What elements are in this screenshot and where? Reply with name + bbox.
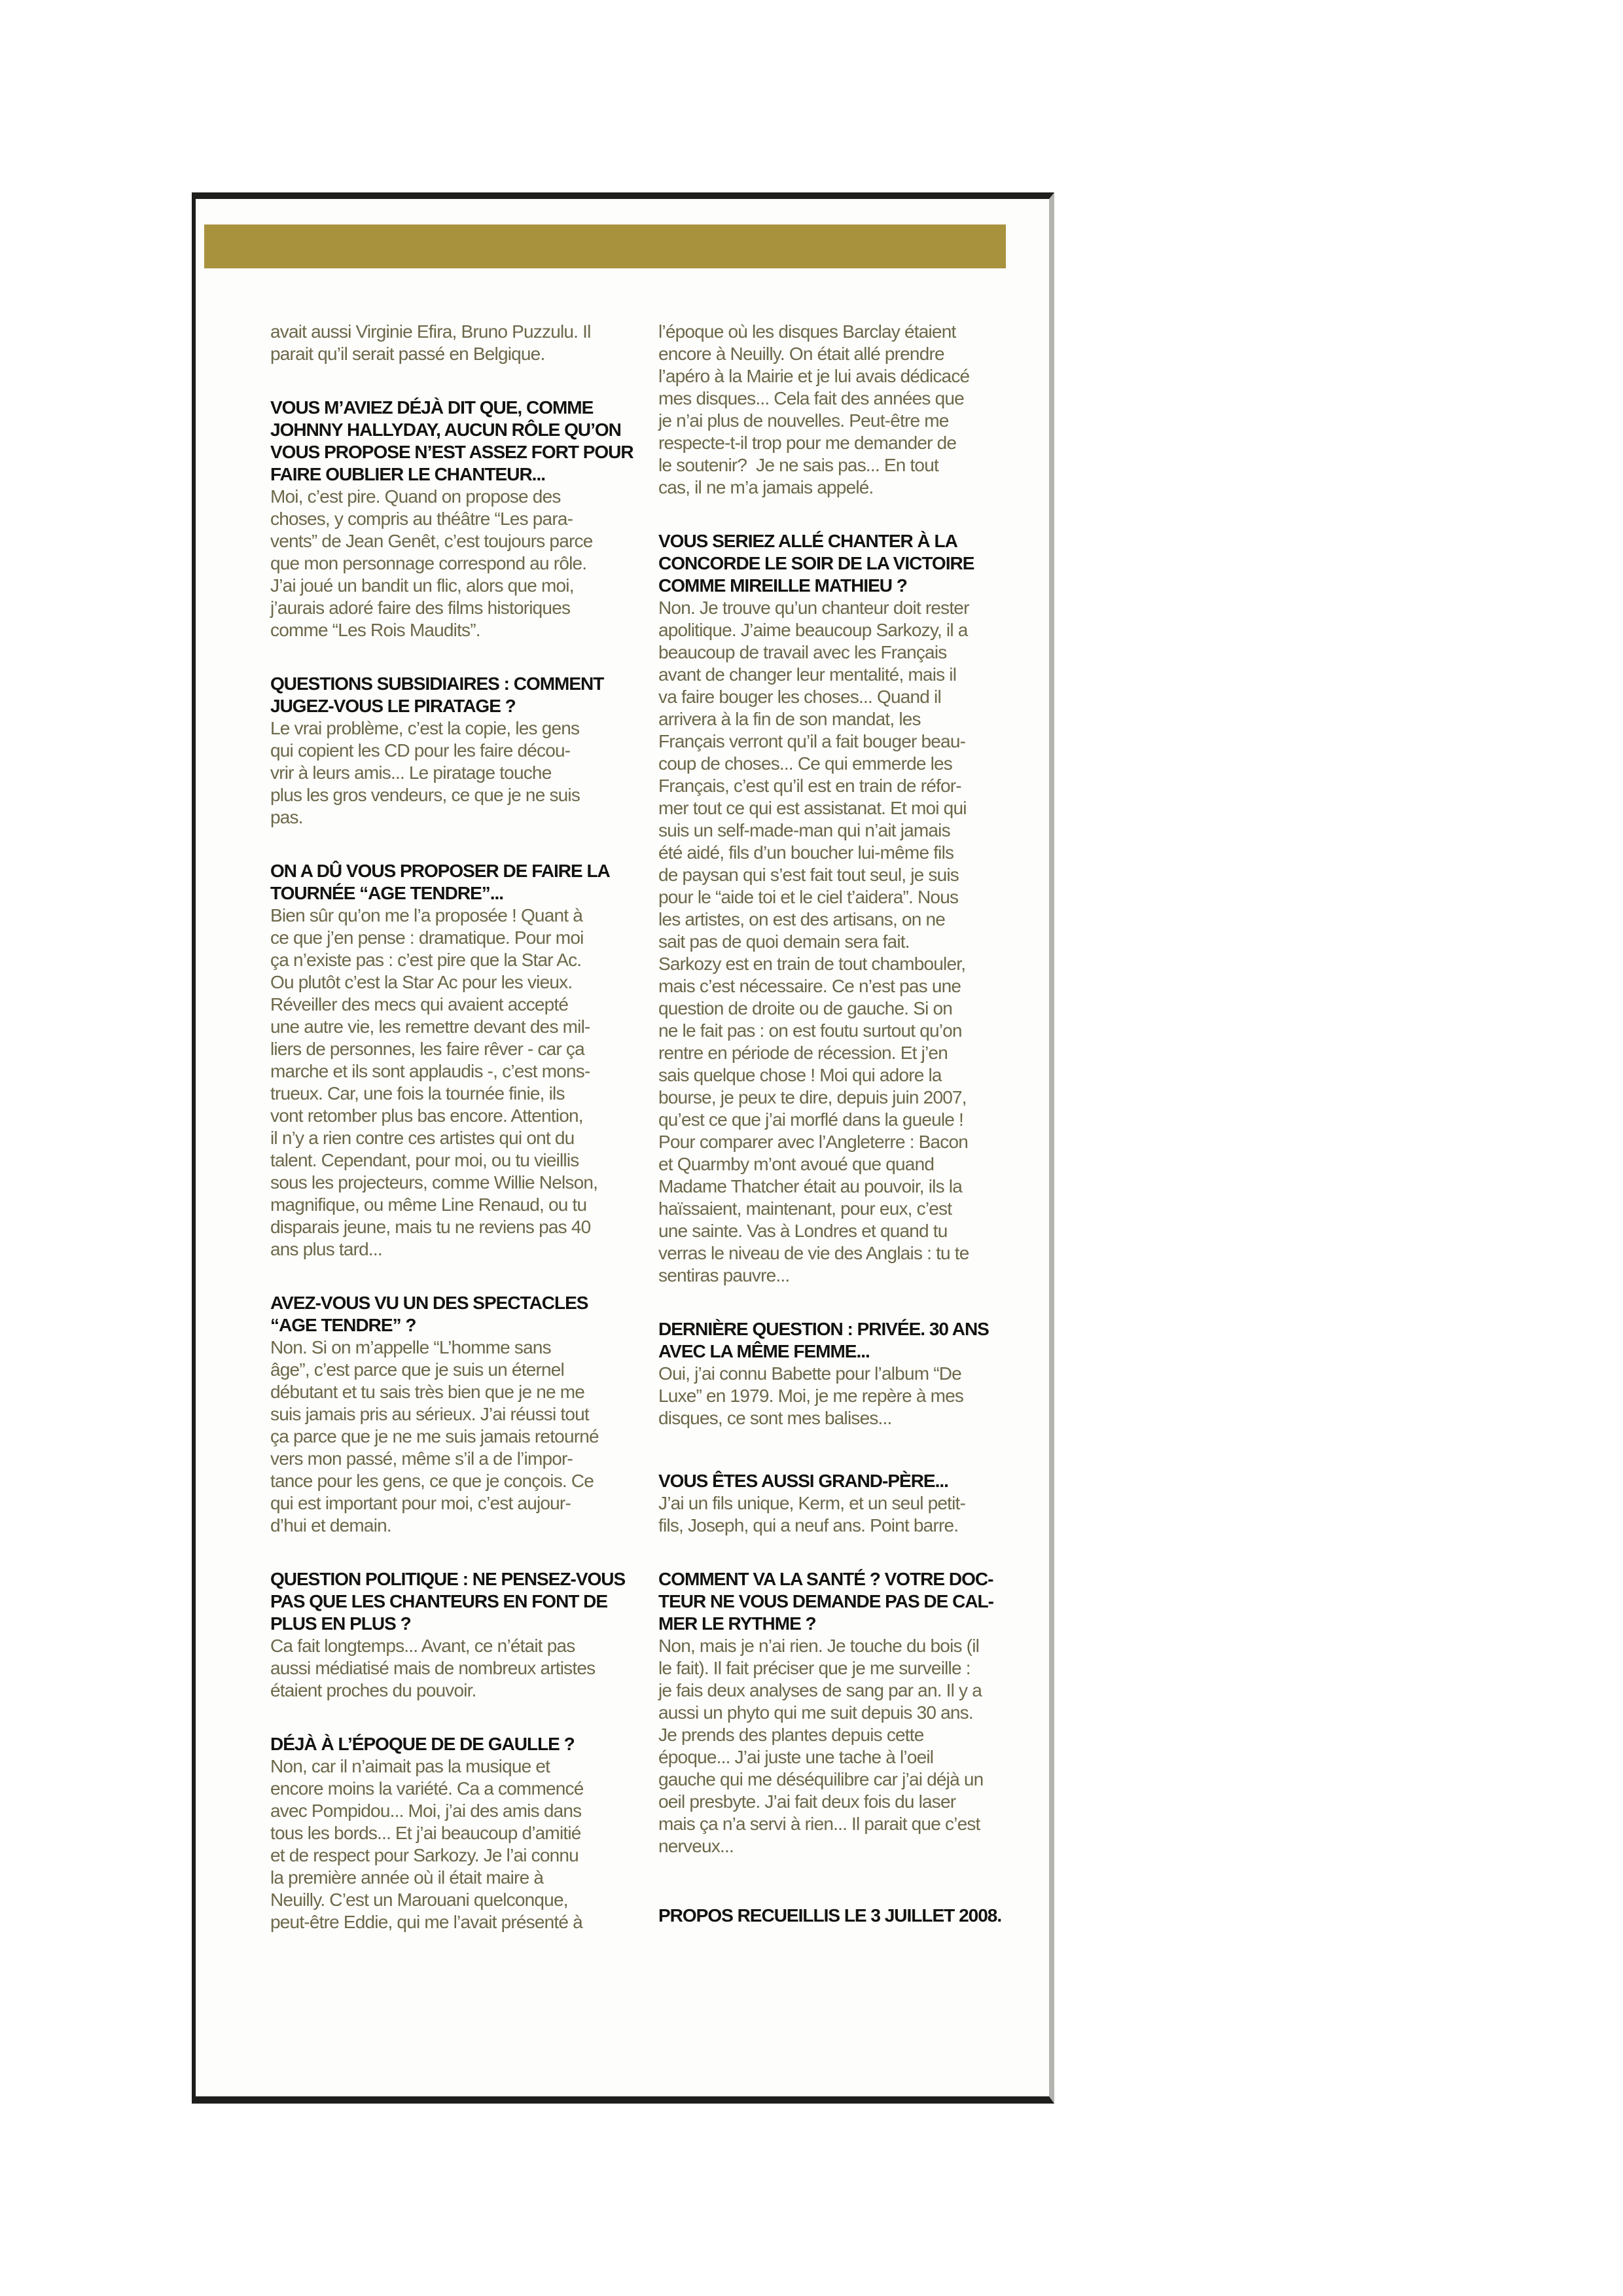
- text-line: JOHNNY HALLYDAY, AUCUN RÔLE QU’ON: [270, 420, 621, 440]
- text-line: J’ai un fils unique, Kerm, et un seul petit-: [658, 1493, 966, 1513]
- text-line: magnifique, ou même Line Renaud, ou tu: [270, 1194, 587, 1215]
- text-line: et de respect pour Sarkozy. Je l’ai connu: [270, 1845, 579, 1865]
- text-line: Français, c’est qu’il est en train de réfor-: [658, 776, 961, 796]
- interview-question: [270, 860, 627, 905]
- text-line: QUESTIONS SUBSIDIAIRES : COMMENT: [270, 673, 604, 694]
- text-line: suis un self-made-man qui n’ait jamais: [658, 820, 950, 840]
- text-line: avec Pompidou... Moi, j’ai des amis dans: [270, 1801, 582, 1821]
- text-line: Ca fait longtemps... Avant, ce n’était pas: [270, 1636, 575, 1656]
- text-line: coup de choses... Ce qui emmerde les: [658, 753, 953, 774]
- text-line: ON A DÛ VOUS PROPOSER DE FAIRE LA: [270, 861, 610, 881]
- interview-question: [270, 1733, 627, 1755]
- text-line: Non. Si on m’appelle “L’homme sans: [270, 1337, 551, 1357]
- text-line: l’apéro à la Mairie et je lui avais dédicacé: [658, 366, 970, 386]
- text-line: VOUS ÊTES AUSSI GRAND-PÈRE...: [658, 1471, 948, 1491]
- text-line: avant de changer leur mentalité, mais il: [658, 664, 957, 685]
- text-line: oeil presbyte. J’ai fait deux fois du laser: [658, 1791, 956, 1812]
- text-line: VOUS SERIEZ ALLÉ CHANTER À LA: [658, 531, 957, 551]
- interview-question: [270, 1292, 627, 1336]
- article-column-right: [658, 321, 1015, 1933]
- text-line: parait qu’il serait passé en Belgique.: [270, 344, 545, 364]
- text-line: liers de personnes, les faire rêver - car ça: [270, 1039, 584, 1059]
- interview-answer: [270, 1635, 627, 1702]
- text-line: j’aurais adoré faire des films historiques: [270, 598, 571, 618]
- text-line: une autre vie, les remettre devant des mil-: [270, 1016, 590, 1037]
- text-line: gauche qui me déséquilibre car j’ai déjà un: [658, 1769, 984, 1789]
- text-line: étaient proches du pouvoir.: [270, 1680, 476, 1700]
- text-line: MER LE RYTHME ?: [658, 1613, 816, 1634]
- text-line: comme “Les Rois Maudits”.: [270, 620, 480, 640]
- text-line: AVEZ-VOUS VU UN DES SPECTACLES: [270, 1293, 588, 1313]
- text-line: Luxe” en 1979. Moi, je me repère à mes: [658, 1386, 964, 1406]
- text-line: été aidé, fils d’un boucher lui-même fils: [658, 842, 954, 863]
- text-line: Oui, j’ai connu Babette pour l’album “De: [658, 1363, 961, 1384]
- interview-question: [270, 673, 627, 717]
- interview-answer: [658, 1492, 1015, 1537]
- text-line: Ou plutôt c’est la Star Ac pour les vieux.: [270, 972, 573, 992]
- text-line: il n’y a rien contre ces artistes qui ont du: [270, 1128, 575, 1148]
- interview-answer: [270, 321, 627, 365]
- text-line: encore à Neuilly. On était allé prendre: [658, 344, 944, 364]
- interview-answer: [270, 717, 627, 829]
- text-line: époque... J’ai juste une tache à l’oeil: [658, 1747, 934, 1767]
- text-line: je n’ai plus de nouvelles. Peut-être me: [658, 410, 949, 431]
- text-line: fils, Joseph, qui a neuf ans. Point barre.: [658, 1515, 959, 1535]
- interview-answer: [270, 1336, 627, 1537]
- text-line: verras le niveau de vie des Anglais : tu te: [658, 1243, 969, 1263]
- interview-answer: [658, 597, 1015, 1287]
- text-line: Je prends des plantes depuis cette: [658, 1725, 924, 1745]
- text-line: ça n’existe pas : c’est pire que la Star Ac.: [270, 950, 582, 970]
- text-line: beaucoup de travail avec les Français: [658, 642, 947, 662]
- text-line: Neuilly. C’est un Marouani quelconque,: [270, 1890, 568, 1910]
- text-line: cas, il ne m’a jamais appelé.: [658, 477, 874, 497]
- text-line: disques, ce sont mes balises...: [658, 1408, 892, 1428]
- text-line: TOURNÉE “AGE TENDRE”...: [270, 883, 504, 903]
- text-line: tous les bords... Et j’ai beaucoup d’amitié: [270, 1823, 581, 1843]
- text-line: marche et ils sont applaudis -, c’est mons-: [270, 1061, 590, 1081]
- text-line: sous les projecteurs, comme Willie Nelson,: [270, 1172, 598, 1193]
- text-line: JUGEZ-VOUS LE PIRATAGE ?: [270, 696, 516, 716]
- interview-question: [658, 1568, 1015, 1635]
- text-line: sais quelque chose ! Moi qui adore la: [658, 1065, 942, 1085]
- article-columns: [270, 321, 1015, 1933]
- text-line: les artistes, on est des artisans, on ne: [658, 909, 946, 929]
- text-line: mais c’est nécessaire. Ce n’est pas une: [658, 976, 961, 996]
- interview-question: [658, 1318, 1015, 1363]
- text-line: ne le fait pas : on est foutu surtout qu’on: [658, 1020, 962, 1041]
- text-line: bourse, je peux te dire, depuis juin 2007,: [658, 1087, 967, 1107]
- text-line: plus les gros vendeurs, ce que je ne suis: [270, 785, 580, 805]
- gold-header-bar: [204, 224, 1006, 268]
- text-line: encore moins la variété. Ca a commencé: [270, 1778, 584, 1799]
- text-line: débutant et tu sais très bien que je ne me: [270, 1382, 585, 1402]
- text-line: aussi médiatisé mais de nombreux artistes: [270, 1658, 596, 1678]
- text-line: talent. Cependant, pour moi, ou tu vieillis: [270, 1150, 579, 1170]
- text-line: COMME MIREILLE MATHIEU ?: [658, 575, 907, 596]
- text-line: avait aussi Virginie Efira, Bruno Puzzulu. Il: [270, 321, 591, 342]
- text-line: qui copient les CD pour les faire décou-: [270, 740, 571, 761]
- text-line: DÉJÀ À L’ÉPOQUE DE DE GAULLE ?: [270, 1734, 575, 1754]
- interview-question: [270, 397, 633, 486]
- interview-answer: [270, 1755, 627, 1933]
- text-line: Le vrai problème, c’est la copie, les gens: [270, 718, 580, 738]
- text-line: Pour comparer avec l’Angleterre : Bacon: [658, 1132, 969, 1152]
- text-line: “AGE TENDRE” ?: [270, 1315, 416, 1335]
- interview-answer: [658, 1635, 1015, 1857]
- text-line: PROPOS RECUEILLIS LE 3 JUILLET 2008.: [658, 1905, 1002, 1926]
- text-line: mais ça n’a servi à rien... Il parait que c’est: [658, 1814, 980, 1834]
- interview-question: [658, 1470, 1015, 1492]
- text-line: haïssaient, maintenant, pour eux, c’est: [658, 1198, 952, 1219]
- text-line: VOUS PROPOSE N’EST ASSEZ FORT POUR: [270, 442, 633, 462]
- interview-question: [270, 1568, 627, 1635]
- text-line: pas.: [270, 807, 303, 827]
- text-line: pour le “aide toi et le ciel t’aidera”. Nous: [658, 887, 959, 907]
- text-line: de paysan qui s’est fait tout seul, je suis: [658, 865, 959, 885]
- text-line: arrivera à la fin de son mandat, les: [658, 709, 921, 729]
- text-line: que mon personnage correspond au rôle.: [270, 553, 587, 573]
- text-line: Français verront qu’il a fait bouger beau-: [658, 731, 966, 751]
- text-line: nerveux...: [658, 1836, 734, 1856]
- interview-answer: [658, 321, 1015, 499]
- text-line: PAS QUE LES CHANTEURS EN FONT DE: [270, 1591, 608, 1611]
- text-line: le fait). Il fait préciser que je me surveille :: [658, 1658, 971, 1678]
- magazine-page: [192, 192, 1054, 2104]
- text-line: l’époque où les disques Barclay étaient: [658, 321, 956, 342]
- text-line: Non, mais je n’ai rien. Je touche du bois (il: [658, 1636, 980, 1656]
- interview-answer: [658, 1363, 1015, 1429]
- interview-answer: [270, 486, 627, 641]
- text-line: Moi, c’est pire. Quand on propose des: [270, 486, 561, 507]
- text-line: FAIRE OUBLIER LE CHANTEUR...: [270, 464, 546, 484]
- text-line: rentre en période de récession. Et j’en: [658, 1043, 948, 1063]
- text-line: choses, y compris au théâtre “Les para-: [270, 509, 573, 529]
- text-line: DERNIÈRE QUESTION : PRIVÉE. 30 ANS: [658, 1319, 989, 1339]
- text-line: trueux. Car, une fois la tournée finie, ils: [270, 1083, 565, 1103]
- text-line: peut-être Eddie, qui me l’avait présenté à: [270, 1912, 582, 1932]
- text-line: ans plus tard...: [270, 1239, 382, 1259]
- interview-answer: [270, 905, 627, 1261]
- text-line: respecte-t-il trop pour me demander de: [658, 433, 957, 453]
- text-line: QUESTION POLITIQUE : NE PENSEZ-VOUS: [270, 1569, 626, 1589]
- text-line: disparais jeune, mais tu ne reviens pas 40: [270, 1217, 591, 1237]
- text-line: Madame Thatcher était au pouvoir, ils la: [658, 1176, 962, 1196]
- signoff-line: [658, 1905, 1015, 1927]
- text-line: tance pour les gens, ce que je conçois. Ce: [270, 1471, 594, 1491]
- text-line: âge”, c’est parce que je suis un éternel: [270, 1359, 564, 1380]
- text-line: Bien sûr qu’on me l’a proposée ! Quant à: [270, 905, 582, 925]
- text-line: qui est important pour moi, c’est aujour-: [270, 1493, 571, 1513]
- text-line: ce que j’en pense : dramatique. Pour moi: [270, 927, 584, 948]
- text-line: Non, car il n’aimait pas la musique et: [270, 1756, 550, 1776]
- text-line: sait pas de quoi demain sera fait.: [658, 931, 910, 952]
- text-line: aussi un phyto qui me suit depuis 30 ans.: [658, 1702, 973, 1723]
- text-line: AVEC LA MÊME FEMME...: [658, 1341, 870, 1361]
- text-line: mes disques... Cela fait des années que: [658, 388, 964, 408]
- text-line: COMMENT VA LA SANTÉ ? VOTRE DOC-: [658, 1569, 993, 1589]
- text-line: Non. Je trouve qu’un chanteur doit rester: [658, 598, 969, 618]
- text-line: la première année où il était maire à: [270, 1867, 544, 1888]
- text-line: sentiras pauvre...: [658, 1265, 790, 1285]
- text-line: qu’est ce que j’ai morflé dans la gueule !: [658, 1109, 964, 1130]
- text-line: TEUR NE VOUS DEMANDE PAS DE CAL-: [658, 1591, 993, 1611]
- text-line: vrir à leurs amis... Le piratage touche: [270, 762, 552, 783]
- text-line: vers mon passé, même s’il a de l’impor-: [270, 1448, 573, 1469]
- text-line: Réveiller des mecs qui avaient accepté: [270, 994, 569, 1014]
- text-line: vents” de Jean Genêt, c’est toujours parce: [270, 531, 593, 551]
- text-line: suis jamais pris au sérieux. J’ai réussi tout: [270, 1404, 589, 1424]
- text-line: va faire bouger les choses... Quand il: [658, 687, 941, 707]
- text-line: J’ai joué un bandit un flic, alors que moi,: [270, 575, 574, 596]
- text-line: et Quarmby m’ont avoué que quand: [658, 1154, 935, 1174]
- text-line: question de droite ou de gauche. Si on: [658, 998, 953, 1018]
- text-line: PLUS EN PLUS ?: [270, 1613, 411, 1634]
- text-line: apolitique. J’aime beaucoup Sarkozy, il a: [658, 620, 968, 640]
- article-column-left: [270, 321, 633, 1933]
- text-line: le soutenir? Je ne sais pas... En tout: [658, 455, 938, 475]
- text-line: Sarkozy est en train de tout chambouler,: [658, 954, 966, 974]
- interview-question: [658, 530, 1015, 597]
- text-line: je fais deux analyses de sang par an. Il y a: [658, 1680, 982, 1700]
- text-line: CONCORDE LE SOIR DE LA VICTOIRE: [658, 553, 974, 573]
- text-line: une sainte. Vas à Londres et quand tu: [658, 1221, 948, 1241]
- text-line: VOUS M’AVIEZ DÉJÀ DIT QUE, COMME: [270, 397, 594, 418]
- text-line: ça parce que je ne me suis jamais retourné: [270, 1426, 599, 1446]
- text-line: mer tout ce qui est assistanat. Et moi qui: [658, 798, 967, 818]
- text-line: vont retomber plus bas encore. Attention,: [270, 1105, 583, 1126]
- text-line: d’hui et demain.: [270, 1515, 391, 1535]
